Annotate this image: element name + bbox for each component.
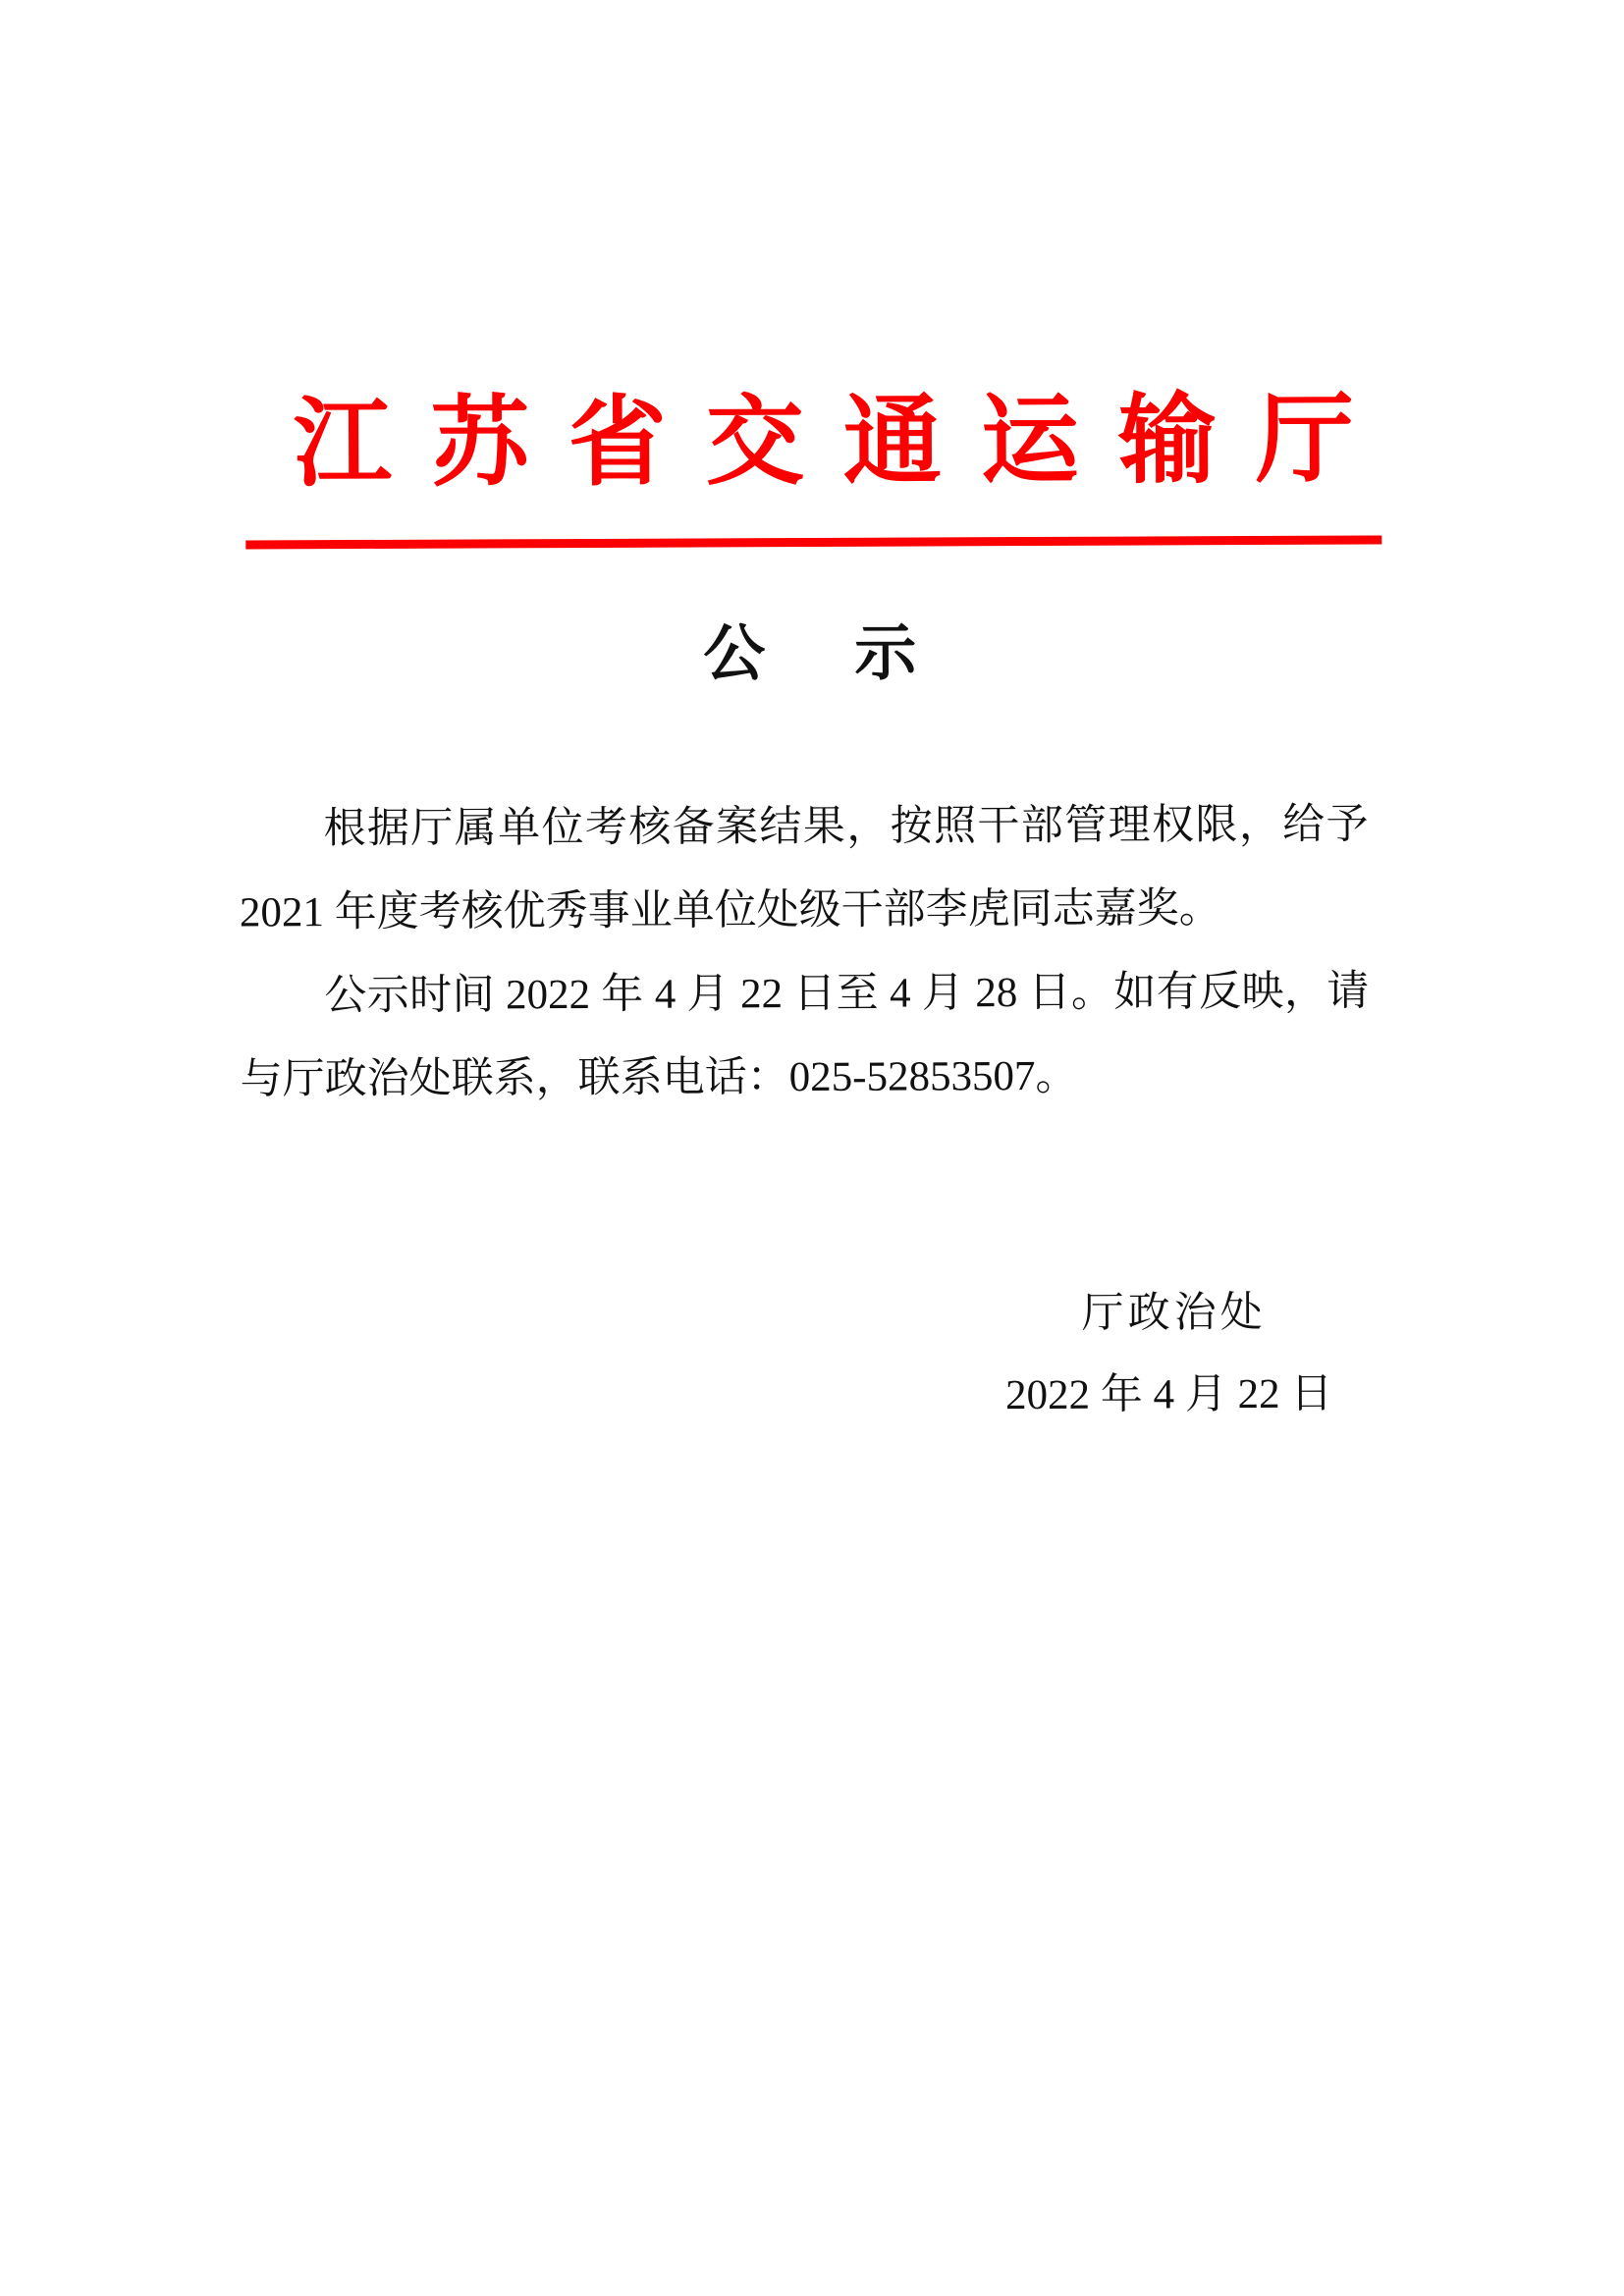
- signature-unit: 厅政治处: [1081, 1289, 1267, 1337]
- header-divider-line: [245, 535, 1381, 549]
- body-line: 公示时间 2022 年 4 月 22 日至 4 月 28 日。如有反映，请: [324, 968, 1370, 1020]
- body-line: 与厅政治处联系，联系电话：025-52853507。: [240, 1052, 1078, 1103]
- notice-title: 公 示: [703, 618, 931, 689]
- body-line: 根据厅属单位考核备案结果，按照干部管理权限，给予: [323, 801, 1369, 853]
- body-line: 2021 年度考核优秀事业单位处级干部李虎同志嘉奖。: [239, 885, 1221, 936]
- org-title: 江苏省交通运输厅: [293, 385, 1394, 500]
- notice-body: [239, 783, 1369, 1122]
- signature-date: 2022 年 4 月 22 日: [1004, 1370, 1333, 1419]
